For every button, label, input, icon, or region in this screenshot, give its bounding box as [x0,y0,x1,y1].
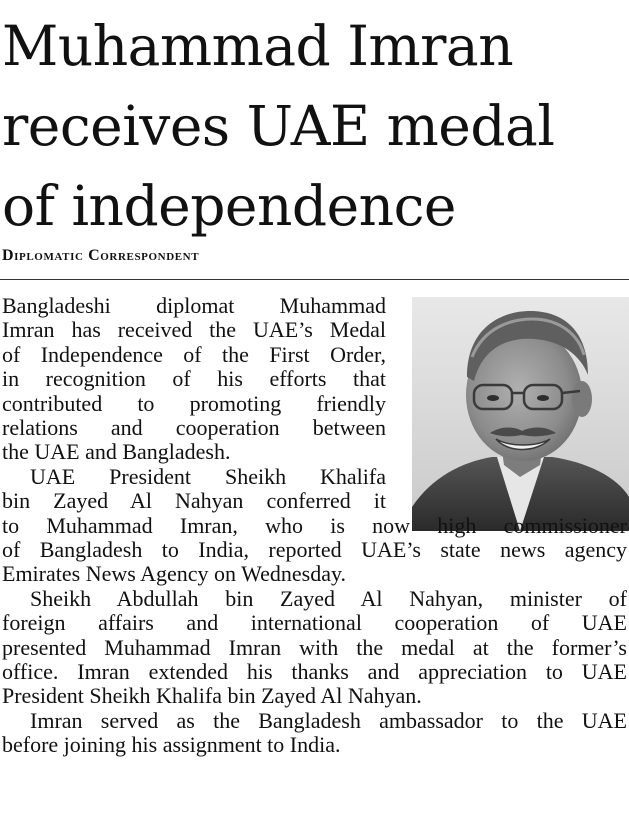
body-line: presented Muhammad Imran with the medal at the former’s [2,635,627,660]
headline-line: receives UAE medal [2,94,555,158]
body-line: of Independence of the First Order, [2,342,386,367]
portrait-photo [412,297,629,531]
body-line: Sheikh Abdullah bin Zayed Al Nahyan, minister of [30,586,627,611]
body-line: foreign affairs and international cooperation of UAE [2,610,627,635]
headline [2,6,629,246]
byline: Diplomatic Correspondent [2,247,200,264]
body-line: bin Zayed Al Nahyan conferred it [2,488,386,513]
body-line: Bangladeshi diplomat Muhammad [2,293,386,318]
body-line: the UAE and Bangladesh. [2,439,231,464]
body-line: in recognition of his efforts that [2,366,386,391]
divider-rule [0,279,629,280]
body-line: Imran served as the Bangladesh ambassador to the UAE [30,708,627,733]
body-line: before joining his assignment to India. [2,732,341,757]
body-line: President Sheikh Khalifa bin Zayed Al Nahyan. [2,683,422,708]
body-line: Imran has received the UAE’s Medal [2,317,386,342]
body-line: of Bangladesh to India, reported UAE’s state news agency [2,537,627,562]
body-line: contributed to promoting friendly [2,391,386,416]
headline-line: of independence [2,174,456,238]
body-line: Emirates News Agency on Wednesday. [2,561,347,586]
headline-line: Muhammad Imran [2,14,514,78]
body-line: office. Imran extended his thanks and appreciation to UAE [2,659,627,684]
body-line: to Muhammad Imran, who is now high commissioner [2,513,627,538]
body-line: relations and cooperation between [2,415,386,440]
body-line: UAE President Sheikh Khalifa [30,464,386,489]
